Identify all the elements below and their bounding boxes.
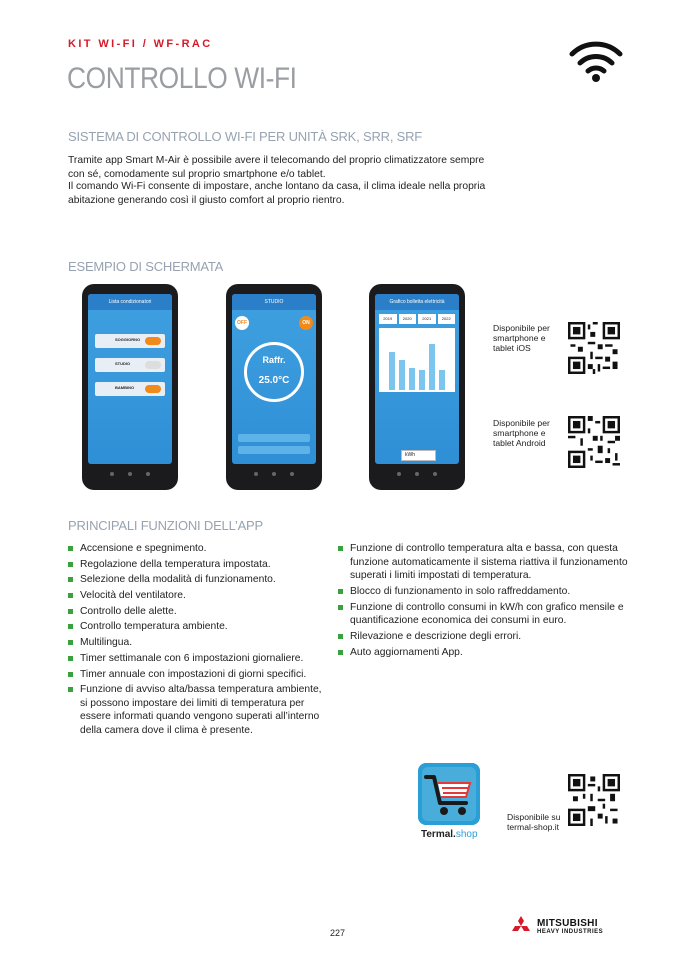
list-item: Timer settimanale con 6 impostazioni giornaliere.: [68, 652, 330, 666]
nav-home-icon: [415, 472, 419, 476]
mitsubishi-logo: [509, 916, 627, 938]
phone-navbar: [369, 468, 465, 480]
intro-paragraph-1: Tramite app Smart M-Air è possibile avere il telecomando del proprio climatizzatore sempre con sé, comodamente sul proprio smartphone e/o tablet.: [68, 155, 485, 180]
list-item: Controllo delle alette.: [68, 605, 330, 619]
screen-header: STUDIO: [232, 294, 316, 310]
nav-back-icon: [397, 472, 401, 476]
list-item: Multilingua.: [68, 636, 330, 650]
list-item: Rilevazione e descrizione degli errori.: [338, 630, 628, 644]
unit-name: STUDIO: [115, 361, 131, 366]
unit-toggle: [145, 385, 161, 393]
nav-recent-icon: [290, 472, 294, 476]
unit-row: [95, 334, 165, 348]
chart-bar: [409, 368, 415, 390]
ios-availability-label: Disponibile per smartphone e tablet iOS: [493, 323, 550, 353]
nav-recent-icon: [146, 472, 150, 476]
qr-code-android-icon[interactable]: [568, 416, 620, 468]
phone-energy-chart: [369, 284, 465, 490]
chart-bar: [429, 344, 435, 390]
year-tab: 2020: [399, 314, 417, 324]
list-item: Timer annuale con impostazioni di giorni specifici.: [68, 668, 330, 682]
nav-home-icon: [128, 472, 132, 476]
list-item: Blocco di funzionamento in solo raffreddamento.: [338, 585, 628, 599]
year-tab: 2019: [379, 314, 397, 324]
termal-shop-logo: [421, 829, 478, 840]
unit-select: kWh: [401, 450, 436, 461]
android-availability-label: Disponibile per smartphone e tablet Android: [493, 418, 550, 448]
brand-main: Termal.: [421, 829, 456, 840]
functions-list-left: [68, 542, 330, 740]
screen-header: Lista condizionatori: [88, 294, 172, 310]
chart-bar: [439, 370, 445, 390]
list-item: Selezione della modalità di funzionamento.: [68, 573, 330, 587]
intro-paragraph-2: Il comando Wi-Fi consente di impostare, anche lontano da casa, il clima ideale nella propria abitazione generando così il giusto comfort al proprio rientro.: [68, 181, 486, 206]
year-tab: 2022: [438, 314, 456, 324]
page-number: 227: [330, 928, 346, 938]
on-button: ON: [299, 316, 313, 330]
list-item: Funzione di controllo consumi in kW/h con grafico mensile e quantificazione economica dei consumi in euro.: [338, 601, 628, 628]
page-title: CONTROLLO WI-FI: [67, 62, 297, 95]
brand-suffix: shop: [455, 829, 478, 840]
chart-bar: [419, 370, 425, 390]
kicker: KIT WI-FI / WF-RAC: [68, 38, 213, 50]
chart-bar: [399, 360, 405, 390]
unit-name: BAMBINO: [115, 385, 135, 390]
phone-navbar: [226, 468, 322, 480]
phone-screen: [88, 294, 172, 464]
temperature-dial: [244, 342, 304, 402]
screen-header: Grafico bolletta elettricità: [375, 294, 459, 310]
phone-navbar: [82, 468, 178, 480]
phone-screen: [375, 294, 459, 464]
list-item: Funzione di avviso alta/bassa temperatura ambiente, si possono impostare dei limiti di temperatura per essere informati quando vengono superati all’interno della camera dove il clima è presente.: [68, 683, 330, 737]
list-item: Auto aggiornamenti App.: [338, 646, 628, 660]
shop-availability-label: Disponibile su termal-shop.it: [507, 812, 561, 832]
phone-unit-list: [82, 284, 178, 490]
unit-name: SOGGIORNO: [115, 337, 141, 342]
unit-row: [95, 382, 165, 396]
shopping-cart-icon[interactable]: [418, 763, 480, 825]
list-item: Controllo temperatura ambiente.: [68, 620, 330, 634]
wifi-icon: [568, 38, 624, 82]
unit-toggle: [145, 337, 161, 345]
list-item: Regolazione della temperatura impostata.: [68, 558, 330, 572]
qr-code-shop-icon[interactable]: [568, 774, 620, 826]
functions-list-right: [338, 542, 628, 661]
list-item: Funzione di controllo temperatura alta e bassa, con questa funzione automaticamente il sistema riattiva il funzionamento superati i limiti impostati di temperatura.: [338, 542, 628, 583]
nav-back-icon: [110, 472, 114, 476]
mitsubishi-diamonds-icon: [509, 916, 533, 938]
year-tab: 2021: [418, 314, 436, 324]
list-item: Velocità del ventilatore.: [68, 589, 330, 603]
phone-unit-control: [226, 284, 322, 490]
off-button: OFF: [235, 316, 249, 330]
phone-screen: [232, 294, 316, 464]
functions-heading: PRINCIPALI FUNZIONI DELL’APP: [68, 518, 263, 533]
screens-heading: ESEMPIO DI SCHERMATA: [68, 259, 224, 274]
louver-bar: [238, 446, 310, 454]
nav-home-icon: [272, 472, 276, 476]
unit-toggle: [145, 361, 161, 369]
qr-code-ios-icon[interactable]: [568, 322, 620, 374]
fan-speed-bar: [238, 434, 310, 442]
brand-subtitle: HEAVY INDUSTRIES: [537, 929, 604, 935]
brand-name: MITSUBISHI: [537, 918, 598, 929]
year-tabs: [379, 314, 455, 324]
unit-row: [95, 358, 165, 372]
temperature-value: 25.0°C: [258, 375, 290, 386]
intro-heading: SISTEMA DI CONTROLLO WI-FI PER UNITÀ SRK, SRR, SRF: [68, 129, 423, 144]
chart-bar: [389, 352, 395, 390]
mode-label: Raffr.: [262, 355, 286, 365]
list-item: Accensione e spegnimento.: [68, 542, 330, 556]
nav-back-icon: [254, 472, 258, 476]
nav-recent-icon: [433, 472, 437, 476]
